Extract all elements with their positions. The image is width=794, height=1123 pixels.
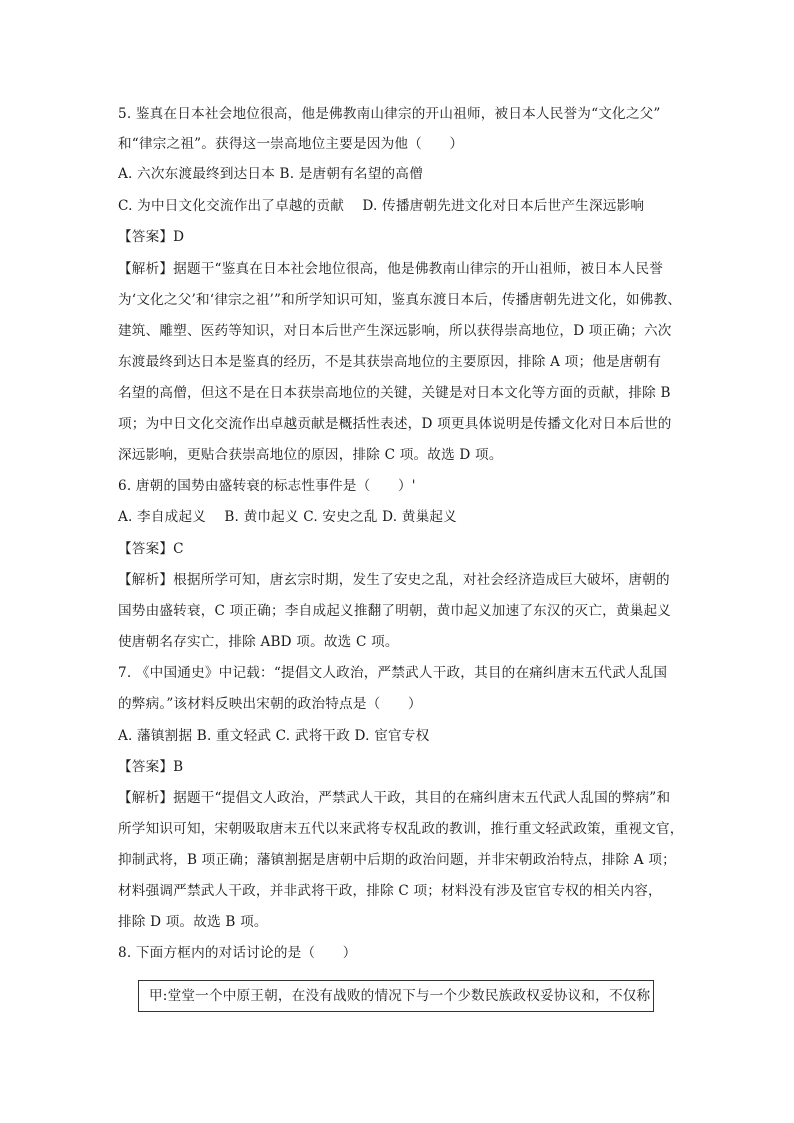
q5-options-line-2: C. 为中日文化交流作出了卓越的贡献 D. 传播唐朝先进文化对日本后世产生深远影响 (118, 198, 645, 214)
q7-explanation-line-3: 抑制武将，B 项正确；藩镇割据是唐朝中后期的政治问题，并非宋朝政治特点，排除 A 项； (118, 852, 676, 868)
q7-stem-line-1: 7. 《中国通史》中记载：“提倡文人政治，严禁武人干政，其目的在痛纠唐末五代武人乱国 (118, 665, 668, 681)
q5-explanation-line-5: 名望的高僧，但这不是在日本获崇高地位的关键，关键是对日本文化等方面的贡献，排除 B (118, 385, 671, 401)
q7-options: A. 藩镇割据 B. 重文轻武 C. 武将干政 D. 宦官专权 (118, 728, 430, 744)
q7-explanation-line-4: 材料强调严禁武人干政，并非武将干政，排除 C 项；材料没有涉及宦官专权的相关内容， (118, 883, 662, 899)
q7-explanation-line-5: 排除 D 项。故选 B 项。 (118, 914, 268, 930)
q6-explanation-line-1: 【解析】根据所学可知，唐玄宗时期，发生了安史之乱，对社会经济造成巨大破坏，唐朝的 (118, 572, 670, 588)
q5-explanation-line-7: 深远影响，更贴合获崇高地位的原因，排除 C 项。故选 D 项。 (118, 447, 503, 463)
q6-explanation-line-2: 国势由盛转衰，C 项正确；李自成起义推翻了明朝，黄巾起义加速了东汉的灭亡，黄巢起义 (118, 603, 672, 619)
q7-explanation-line-2: 所学知识可知，宋朝吸取唐末五代以来武将专权乱政的教训，推行重文轻武政策，重视文官， (118, 821, 684, 837)
q6-options: A. 李自成起义 B. 黄巾起义 C. 安史之乱 D. 黄巢起义 (118, 509, 457, 525)
q8-dialogue-box (138, 980, 654, 1012)
q7-explanation-line-1: 【解析】据题干“提倡文人政治，严禁武人干政，其目的在痛纠唐末五代武人乱国的弊病”和 (118, 790, 671, 806)
q6-stem: 6. 唐朝的国势由盛转衰的标志性事件是（ ）' (118, 478, 416, 494)
q5-options-line-1: A. 六次东渡最终到达日本 B. 是唐朝有名望的高僧 (118, 166, 423, 182)
q8-stem: 8. 下面方框内的对话讨论的是（ ） (118, 945, 357, 961)
q5-stem-line-2: 和“律宗之祖”。获得这一崇高地位主要是因为他（ ） (118, 136, 464, 152)
q7-answer: 【答案】B (118, 759, 184, 775)
q8-dialogue-text: 甲:堂堂一个中原王朝，在没有战败的情况下与一个少数民族政权妥协议和，不仅称 (149, 988, 651, 1004)
q7-stem-line-2: 的弊病。”该材料反映出宋朝的政治特点是（ ） (118, 696, 422, 712)
q5-explanation-line-6: 项；为中日文化交流作出卓越贡献是概括性表述，D 项更具体说明是传播文化对日本后世的 (118, 416, 672, 432)
q5-answer: 【答案】D (118, 229, 185, 245)
q5-explanation-line-1: 【解析】据题干“鉴真在日本社会地位很高，他是佛教南山律宗的开山祖师，被日本人民誉 (118, 261, 664, 277)
q5-stem-line-1: 5. 鉴真在日本社会地位很高，他是佛教南山律宗的开山祖师，被日本人民誉为“文化之父” (118, 106, 661, 122)
q5-explanation-line-3: 建筑、雕塑、医药等知识，对日本后世产生深远影响，所以获得崇高地位，D 项正确；六次 (118, 323, 672, 339)
q6-explanation-line-3: 使唐朝名存实亡，排除 ABD 项。故选 C 项。 (118, 634, 399, 650)
q5-explanation-line-4: 东渡最终到达日本是鉴真的经历，不是其获崇高地位的主要原因，排除 A 项；他是唐朝有 (118, 354, 662, 370)
q5-explanation-line-2: 为‘文化之父’和‘律宗之祖’”和所学知识可知，鉴真东渡日本后，传播唐朝先进文化，如佛教、 (118, 292, 682, 308)
q6-answer: 【答案】C (118, 541, 184, 557)
